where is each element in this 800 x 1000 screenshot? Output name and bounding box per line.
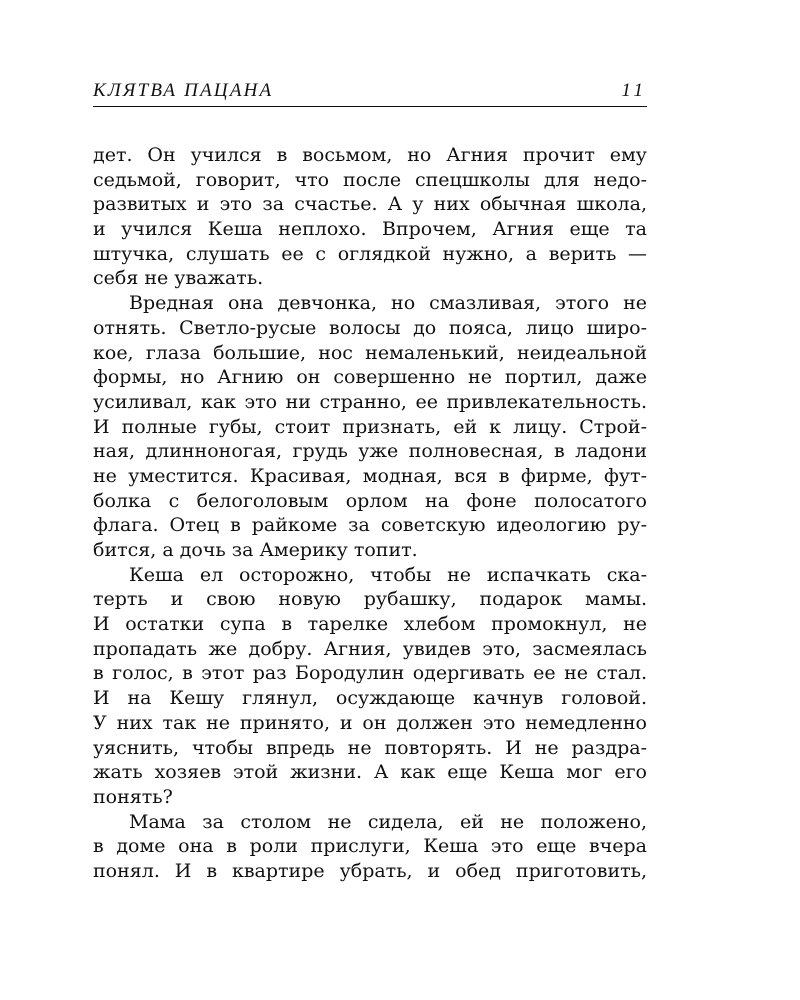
text-line: болка с белоголовым орлом на фоне полосатого [93,489,647,512]
text-line: жать хозяев этой жизни. А как еще Кеша мог его [93,761,647,784]
text-line: Кеша ел осторожно, чтобы не испачкать ска- [129,563,647,586]
text-line: И остатки супа в тарелке хлебом промокнул, не [93,613,647,636]
text-line: понял. И в квартире убрать, и обед приготовить, [93,859,647,882]
text-line: седьмой, говорит, что после спецшколы для недо- [93,168,647,191]
text-line: понять? [93,785,173,808]
text-line: кое, глаза большие, нос немаленький, неидеальной [93,341,647,364]
book-title: КЛЯТВА ПАЦАНА [93,80,274,101]
text-line: усиливал, как это ни странно, ее привлекательность. [93,390,647,413]
body-text [93,143,647,884]
text-line: бится, а дочь за Америку топит. [93,539,418,561]
text-line: в голос, в этот раз Бородулин одергивать ее не стал. [93,662,647,685]
text-line: себя не уважать. [93,267,264,290]
text-line: отнять. Светло-русые волосы до пояса, лицо широ- [93,316,647,339]
text-line: в доме она в роли прислуги, Кеша это еще вчера [93,835,647,858]
text-line: пропадать же добру. Агния, увидев это, засмеялась [93,637,647,660]
text-line: и учился Кеша неплохо. Впрочем, Агния еще та [93,218,647,241]
text-line: штучка, слушать ее с оглядкой нужно, а верить — [93,242,647,265]
text-line: уяснить, чтобы впредь не повторять. И не раздра- [93,736,647,759]
text-line: развитых и это за счастье. А у них обычная школа, [93,193,647,216]
text-line: У них так не принято, и он должен это немедленно [93,711,647,734]
running-header [93,80,647,107]
text-line: ная, длинноногая, грудь уже полновесная, в ладони [93,440,647,463]
page-number: 11 [621,80,647,101]
text-line: Мама за столом не сидела, ей не положено, [129,810,647,833]
text-line: флага. Отец в райкоме за советскую идеологию ру- [93,514,647,537]
text-line: терть и свою новую рубашку, подарок мамы. [93,588,647,611]
text-line: И на Кешу глянул, осуждающе качнув головой. [93,687,647,710]
text-line: Вредная она девчонка, но смазливая, этого не [129,292,647,315]
text-line: формы, но Агнию он совершенно не портил, даже [93,366,647,389]
text-line: не уместится. Красивая, модная, вся в фирме, фут- [93,464,647,487]
text-line: дет. Он учился в восьмом, но Агния прочит ему [93,144,647,166]
text-line: И полные губы, стоит признать, ей к лицу. Строй- [93,415,647,438]
